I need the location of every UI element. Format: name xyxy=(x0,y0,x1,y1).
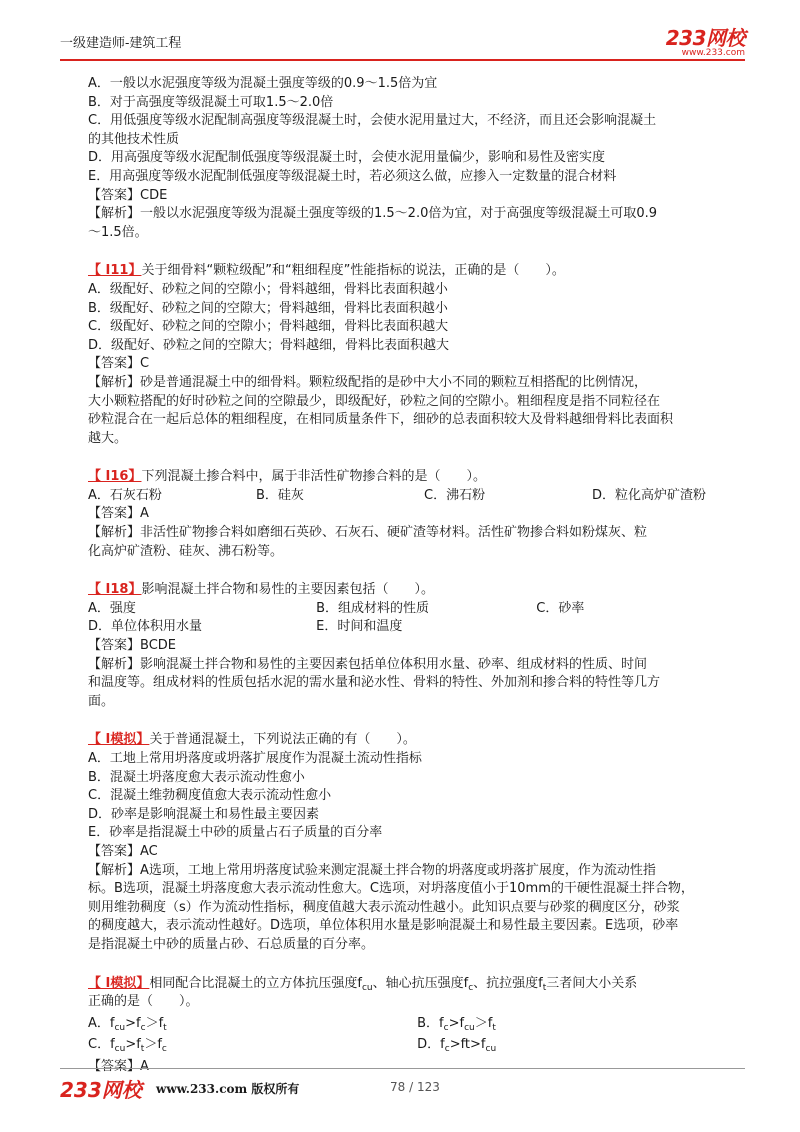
option-a: A．石灰石粉 xyxy=(88,487,162,503)
option-d: D．$f_c>ft>f_{cu}$ xyxy=(417,1037,497,1055)
option-line: B．混凝土坍落度愈大表示流动性愈小 xyxy=(88,769,305,785)
question-block-mock-1 xyxy=(88,731,748,954)
question-stem: 影响混凝土拌合物和易性的主要因素包括（ ）。 xyxy=(141,582,434,598)
analysis-line: 砂粒混合在一起后总体的粗细程度，在相同质量条件下，细砂的总表面积较大及骨料越细骨料比表面积 xyxy=(88,412,674,428)
option-b: B．组成材料的性质 xyxy=(316,600,430,616)
header-divider xyxy=(60,59,745,61)
option-line: 的其他技术性质 xyxy=(88,131,180,147)
answer-line: 【答案】BCDE xyxy=(88,638,176,654)
option-line: D．砂率是影响混凝土和易性最主要因素 xyxy=(88,806,320,822)
option-d: D．粒化高炉矿渣粉 xyxy=(592,487,707,503)
analysis-line: 面。 xyxy=(88,693,115,709)
option-a: A．强度 xyxy=(88,600,136,616)
analysis-line: 则用维勃稠度（s）作为流动性指标，稠度值越大表示流动性越小。此知识点要与砂浆的稠度区分，砂浆 xyxy=(88,899,680,915)
option-b: B．$f_c>f_{cu}>f_t$ xyxy=(417,1015,496,1033)
question-block-i18 xyxy=(88,581,748,711)
page-number: 78 / 123 xyxy=(390,1080,440,1094)
answer-line: 【答案】AC xyxy=(88,843,158,859)
option-line: C．用低强度等级水泥配制高强度等级混凝土时，会使水泥用量过大，不经济，而且还会影响混凝土 xyxy=(88,113,657,129)
option-line: A．一般以水泥强度等级为混凝土强度等级的0.9～1.5倍为宜 xyxy=(88,76,438,91)
analysis-line: 【解析】A选项，工地上常用坍落度试验来测定混凝土拌合物的坍落度或坍落扩展度，作为流动性指 xyxy=(88,862,656,878)
option-line: A．级配好、砂粒之间的空隙小；骨料越细，骨料比表面积越小 xyxy=(88,281,448,297)
question-block-mock-2 xyxy=(88,975,748,1077)
option-a: A．$f_{cu}>f_c>f_t$ xyxy=(88,1015,167,1033)
answer-line: 【答案】C xyxy=(88,356,150,372)
analysis-line: 【解析】非活性矿物掺合料如磨细石英砂、石灰石、硬矿渣等材料。活性矿物掺合料如粉煤灰、粒 xyxy=(88,525,648,541)
brand-logo-text: 233网校 xyxy=(665,26,745,50)
option-c: C．沸石粉 xyxy=(424,487,486,503)
analysis-line: 【解析】影响混凝土拌合物和易性的主要因素包括单位体积用水量、砂率、组成材料的性质、时间 xyxy=(88,656,648,672)
option-b: B．硅灰 xyxy=(256,487,304,503)
question-number: 【 I16】 xyxy=(88,469,142,485)
question-number: 【 I模拟】 xyxy=(88,975,150,991)
analysis-line: 越大。 xyxy=(88,430,128,446)
option-line: D．用高强度等级水泥配制低强度等级混凝土时，会使水泥用量偏少，影响和易性及密实度 xyxy=(88,150,606,166)
answer-line: 【答案】A xyxy=(88,506,149,522)
option-line: D．级配好、砂粒之间的空隙大；骨料越细，骨料比表面积越大 xyxy=(88,337,450,353)
answer-line: 【答案】A xyxy=(88,1058,149,1074)
analysis-line: 标。B选项，混凝土坍落度愈大表示流动性愈大。C选项，对坍落度值小于10mm的干硬性混凝土拌合物， xyxy=(88,881,694,897)
footer-divider xyxy=(60,1068,745,1069)
footer-copyright: www.233.com 版权所有 xyxy=(156,1082,300,1096)
option-line: E．砂率是指混凝土中砂的质量占石子质量的百分率 xyxy=(88,825,383,841)
footer-logo: 233网校 xyxy=(60,1078,142,1102)
answer-line: 【答案】CDE xyxy=(88,187,168,203)
analysis-line: 和温度等。组成材料的性质包括水泥的需水量和泌水性、骨料的特性、外加剂和掺合料的特性等几方 xyxy=(88,675,661,691)
option-d: D．单位体积用水量 xyxy=(88,619,203,635)
question-stem: 下列混凝土掺合料中，属于非活性矿物掺合料的是（ ）。 xyxy=(141,469,486,485)
question-number: 【 I18】 xyxy=(88,582,142,598)
question-stem: 关于细骨料“颗粒级配”和“粗细程度”性能指标的说法，正确的是（ ）。 xyxy=(141,263,565,279)
option-line: B．对于高强度等级混凝土可取1.5～2.0倍 xyxy=(88,94,334,110)
header-title: 一级建造师-建筑工程 xyxy=(60,36,182,51)
question-block-i16 xyxy=(88,468,748,561)
question-number: 【 I11】 xyxy=(88,263,142,279)
question-stem-cont: 正确的是（ ）。 xyxy=(88,994,199,1010)
option-line: C．混凝土维勃稠度值愈大表示流动性愈小 xyxy=(88,788,332,804)
question-block-i11 xyxy=(88,262,748,448)
question-number: 【 I模拟】 xyxy=(88,732,150,748)
brand-logo-url: www.233.com xyxy=(681,48,745,58)
option-line: B．级配好、砂粒之间的空隙大；骨料越细，骨料比表面积越小 xyxy=(88,300,448,316)
option-c: C．砂率 xyxy=(536,600,585,616)
page-footer xyxy=(60,1072,745,1102)
question-stem: 关于普通混凝土，下列说法正确的有（ ）。 xyxy=(149,732,416,748)
option-c: C．$f_{cu}>f_t>f_c$ xyxy=(88,1037,167,1055)
page-header xyxy=(60,22,745,58)
option-e: E．时间和温度 xyxy=(316,619,403,635)
analysis-line: 【解析】砂是普通混凝土中的细骨料。颗粒级配指的是砂中大小不同的颗粒互相搭配的比例情况， xyxy=(88,374,648,390)
document-body xyxy=(88,75,748,1077)
analysis-line: 化高炉矿渣粉、硅灰、沸石粉等。 xyxy=(88,543,284,559)
analysis-line: 大小颗粒搭配的好时砂粒之间的空隙最少，即级配好，砂粒之间的空隙小。粗细程度是指不同粒径在 xyxy=(88,393,661,409)
analysis-line: 【解析】一般以水泥强度等级为混凝土强度等级的1.5～2.0倍为宜，对于高强度等级混凝土可取0.9 xyxy=(88,206,658,222)
option-line: C．级配好、砂粒之间的空隙小；骨料越细，骨料比表面积越大 xyxy=(88,319,449,335)
analysis-line: ～1.5倍。 xyxy=(88,224,148,240)
brand-logo xyxy=(666,22,745,58)
question-stem: 相同配合比混凝土的立方体抗压强度$f_{cu}$、轴心抗压强度$f_c$、抗拉强度$f_t$三者间大小关系 xyxy=(149,975,638,993)
option-line: E．用高强度等级水泥配制低强度等级混凝土时，若必须这么做，应掺入一定数量的混合材料 xyxy=(88,168,617,184)
analysis-line: 是指混凝土中砂的质量占砂、石总质量的百分率。 xyxy=(88,936,375,952)
analysis-line: 的稠度越大，表示流动性越好。D选项，单位体积用水量是影响混凝土和易性最主要因素。E选项，砂率 xyxy=(88,918,679,934)
question-block-continued xyxy=(88,75,748,242)
option-line: A．工地上常用坍落度或坍落扩展度作为混凝土流动性指标 xyxy=(88,751,422,766)
